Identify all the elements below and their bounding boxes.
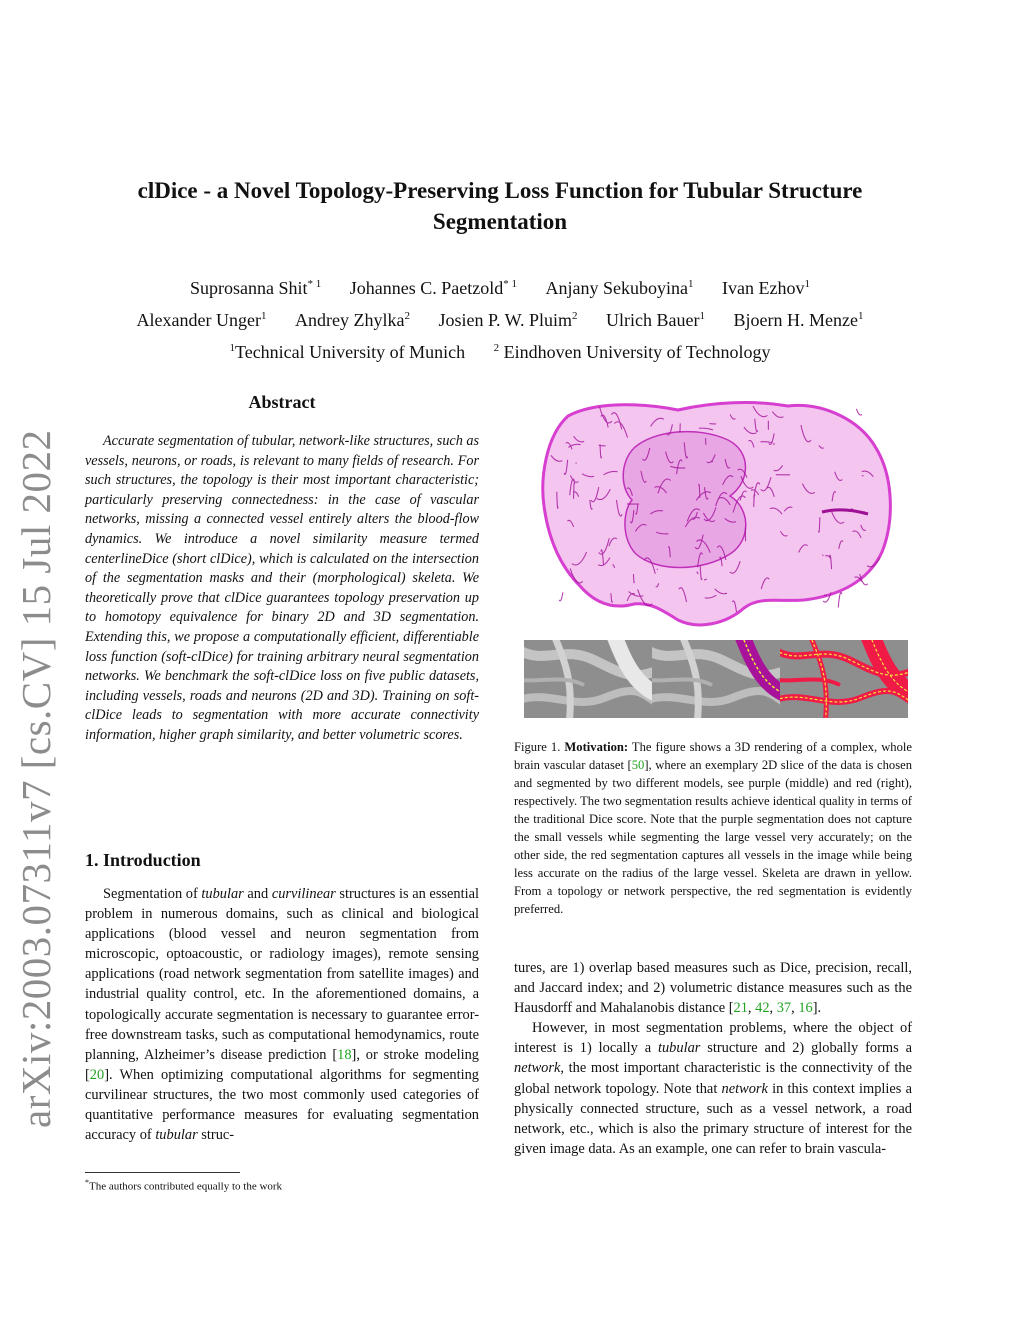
- citation-link[interactable]: 21: [733, 1000, 748, 1017]
- brain-vasculature-rendering: [538, 396, 896, 632]
- title-line-1: clDice - a Novel Topology-Preserving Loss Function for Tubular Structure: [137, 178, 863, 203]
- authors-row-1: [60, 270, 940, 302]
- arxiv-identifier: arXiv:2003.07311v7 [cs.CV] 15 Jul 2022: [13, 429, 59, 1128]
- right-column-text: [514, 958, 912, 1159]
- author: Alexander Unger$^1$: [136, 310, 267, 330]
- footnote-rule: [85, 1172, 240, 1173]
- paragraph: However, in most segmentation problems, where the object of interest is 1) locally a tubular structure and 2) globally forms a network, the most important characteristic is the connectivity of the global network topology. Note that network in this context implies a physically connected structure, such as a vessel network, a road network, etc., which is also the primary structure of interest for the given image data. As an example, one can refer to brain vascula-: [514, 1020, 912, 1157]
- author: Bjoern H. Menze$^1$: [733, 310, 864, 330]
- citation-link[interactable]: 37: [776, 1000, 792, 1017]
- citation-link[interactable]: 20: [89, 1066, 105, 1083]
- section-heading-introduction: 1. Introduction: [85, 850, 201, 870]
- citation-link[interactable]: 42: [755, 1000, 770, 1017]
- footnote: *The authors contributed equally to the work: [85, 1178, 283, 1193]
- affiliations: [60, 334, 940, 366]
- affiliation: $^1$Technical University of Munich: [229, 342, 466, 362]
- paragraph-continued: tures, are 1) overlap based measures such as Dice, precision, recall, and Jaccard index; and 2) volumetric distance measures such as the Hausdorff and Mahalanobis distance [21, 42, 37, 16].: [514, 960, 912, 1017]
- author: Johannes C. Paetzold$^{* 1}$: [349, 278, 518, 298]
- vessel-segment: [657, 569, 658, 570]
- title-line-2: Segmentation: [432, 209, 568, 234]
- author: Anjany Sekuboyina$^1$: [545, 278, 694, 298]
- author: Josien P. W. Pluim$^2$: [438, 310, 578, 330]
- slice-panel-red-segmentation: [780, 640, 908, 718]
- slice-panel-purple-segmentation: [652, 640, 780, 718]
- abstract-text: Accurate segmentation of tubular, network-like structures, such as vessels, neurons, or roads, is relevant to many fields of research. For such structures, the topology is their most important characteristic; particularly preserving connectedness: in the case of vascular networks, missing a connected vessel entirely alters the blood-flow dynamics. We introduce a novel similarity measure termed centerlineDice (short clDice), which is calculated on the intersection of the segmentation masks and their (morphological) skeleta. We theoretically prove that clDice guarantees topology preservation up to homotopy equivalence for binary 2D and 3D segmentation. Extending this, we propose a computationally efficient, differentiable loss function (soft-clDice) for training arbitrary neural segmentation networks. We benchmark the soft-clDice loss on five public datasets, including vessels, roads and neurons (2D and 3D). Training on soft-clDice leads to segmentation with more accurate connectivity information, higher graph similarity, and better volumetric scores.: [85, 433, 479, 743]
- affiliation: $^2$ Eindhoven University of Technology: [493, 342, 771, 362]
- citation-link[interactable]: 16: [798, 1000, 813, 1017]
- paper-title: [60, 175, 940, 237]
- author: Ivan Ezhov$^1$: [722, 278, 810, 298]
- vessel-segment: [559, 592, 563, 601]
- vessel-segment: [706, 438, 707, 444]
- citation-link[interactable]: 50: [631, 758, 645, 772]
- cerebellum-region: [623, 432, 746, 568]
- author: Andrey Zhylka$^2$: [295, 310, 410, 330]
- figure-caption: Figure 1. Motivation: The figure shows a 3D rendering of a complex, whole brain vascular dataset [50], where an exemplary 2D slice of the data is chosen and segmented by two different models, see purple (middle) and red (right), respectively. The two segmentation results achieve identical quality in terms of the traditional Dice score. Note that the purple segmentation does not capture the small vessels while segmenting the large vessel very accurately; on the other side, the red segmentation captures all vessels in the image while being less accurate on the radius of the large vessel. Skeleta are drawn in yellow. From a topology or network perspective, the red segmentation is evidently preferred.: [514, 740, 913, 916]
- introduction-paragraph: Segmentation of tubular and curvilinear structures is an essential problem in numerous domains, such as clinical and biological applications (blood vessel and neuron segmentation from microscopic, optoacoustic, or radiology images), remote sensing applications (road network segmentation from satellite images) and industrial quality control, etc. In the aforementioned domains, a topologically accurate segmentation is necessary to guarantee error-free downstream tasks, such as computational hemodynamics, route planning, Alzheimer’s disease prediction [18], or stroke modeling [20]. When optimizing computational algorithms for segmenting curvilinear structures, the two most commonly used categories of quantitative performance measures for evaluating segmentation accuracy of tubular struc-: [85, 886, 479, 1144]
- author: Ulrich Bauer$^1$: [606, 310, 705, 330]
- authors-row-2: [60, 302, 940, 334]
- citation-link[interactable]: 18: [337, 1046, 352, 1063]
- author: Suprosanna Shit$^{* 1}$: [190, 278, 322, 298]
- author-block: [60, 270, 940, 366]
- vessel-segment: [680, 423, 681, 432]
- slice-panel-original: [524, 640, 652, 718]
- vessel-segment: [856, 409, 862, 415]
- vessel-segment: [838, 592, 842, 607]
- abstract-heading: Abstract: [248, 392, 316, 412]
